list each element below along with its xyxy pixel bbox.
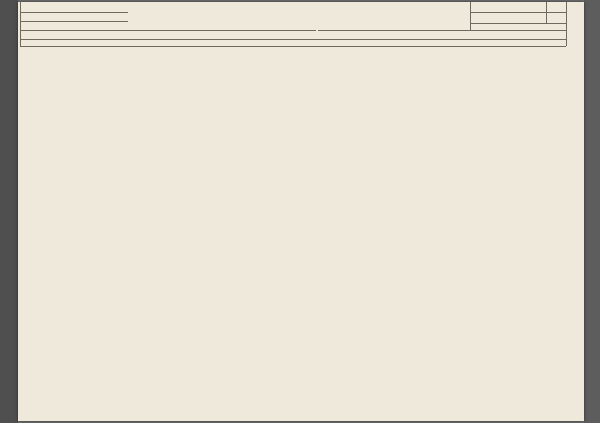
binding-strip xyxy=(0,0,18,423)
right-edge xyxy=(584,0,600,423)
census-table xyxy=(40,50,562,417)
sheet-header xyxy=(18,2,584,50)
census-sheet xyxy=(18,2,584,421)
